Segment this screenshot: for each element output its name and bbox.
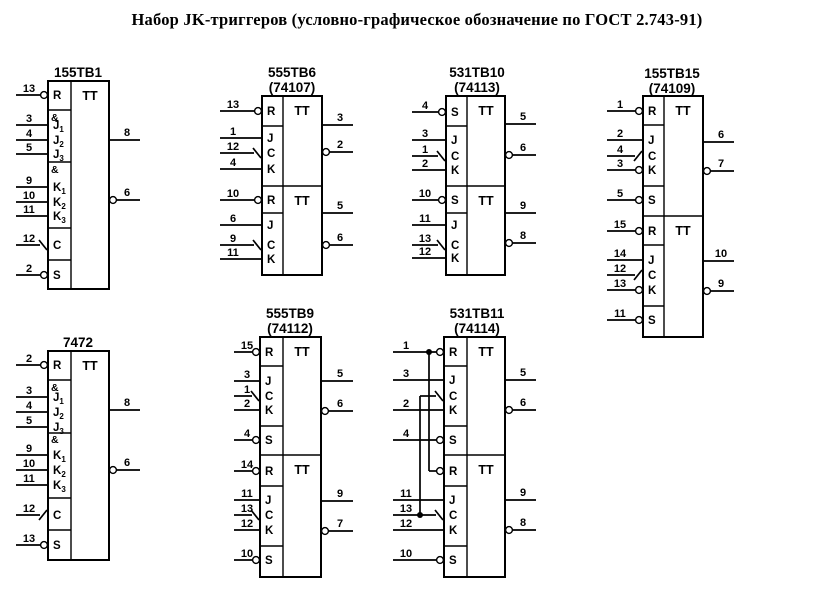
pin-number: 7 [336, 518, 344, 530]
input-label: S [648, 195, 656, 207]
pin-number: 10 [418, 188, 432, 200]
chip-title: 7472 [62, 335, 94, 350]
input-label: $J_2$ [53, 407, 64, 421]
input-label: S [648, 315, 656, 327]
pin-number: 9 [519, 487, 527, 499]
input-label: C [648, 270, 657, 282]
inversion-circle [437, 557, 444, 564]
pin-number: 6 [519, 142, 527, 154]
pin-number: 11 [419, 213, 431, 225]
input-label: S [53, 540, 61, 552]
inversion-circle [255, 108, 262, 115]
pin-number: 3 [421, 128, 429, 140]
pin-number: 3 [25, 113, 33, 125]
chip-alias: (74109) [648, 81, 696, 96]
inversion-circle [253, 437, 260, 444]
pin-number: 11 [400, 488, 412, 500]
pin-number: 2 [336, 139, 344, 151]
pin-number: 12 [399, 518, 413, 530]
dynamic-edge-mark [39, 510, 47, 520]
pin-number: 5 [336, 200, 344, 212]
inversion-circle [322, 408, 329, 415]
inversion-circle [506, 240, 513, 247]
pin-number: 10 [226, 188, 240, 200]
chip-title: 531ТВ10 [449, 65, 505, 80]
input-label: $J_1$ [53, 392, 64, 406]
trigger-symbol: TT [294, 463, 310, 477]
chip-155tv1 [16, 65, 140, 289]
inversion-circle [253, 557, 260, 564]
input-label: C [648, 151, 657, 163]
input-label: J [648, 255, 655, 267]
input-label: J [267, 220, 274, 232]
trigger-symbol: TT [478, 104, 494, 118]
inversion-circle [439, 197, 446, 204]
input-label: R [265, 347, 274, 359]
pin-number: 9 [25, 443, 33, 455]
input-label: K [451, 165, 460, 177]
pin-number: 12 [22, 233, 36, 245]
pin-number: 2 [25, 263, 33, 275]
input-label: C [267, 240, 276, 252]
and-symbol: & [51, 434, 59, 446]
inversion-circle [253, 349, 260, 356]
pin-number: 6 [229, 213, 237, 225]
pin-number: 14 [240, 459, 254, 471]
input-label: S [265, 435, 273, 447]
input-label: C [265, 510, 274, 522]
pin-number: 2 [421, 158, 429, 170]
pin-number: 8 [123, 127, 131, 139]
trigger-symbol: TT [478, 463, 494, 477]
dynamic-edge-mark [39, 240, 47, 250]
dynamic-edge-mark [435, 510, 443, 520]
pin-number: 11 [241, 488, 253, 500]
input-label: S [451, 195, 459, 207]
pin-number: 3 [25, 385, 33, 397]
input-label: R [53, 90, 62, 102]
inversion-circle [437, 437, 444, 444]
input-label: $K_1$ [53, 450, 66, 464]
pin-number: 13 [226, 99, 240, 111]
chip-7472 [16, 335, 140, 560]
and-symbol: & [51, 112, 59, 124]
pin-number: 10 [399, 548, 413, 560]
pin-number: 4 [616, 144, 624, 156]
input-label: $J_1$ [53, 120, 64, 134]
trigger-symbol: TT [82, 89, 98, 103]
input-label: J [451, 135, 458, 147]
pin-number: 8 [123, 397, 131, 409]
pin-number: 5 [519, 367, 527, 379]
input-label: C [449, 510, 458, 522]
dynamic-edge-mark [435, 391, 443, 401]
trigger-symbol: TT [294, 194, 310, 208]
chip-title: 555ТВ9 [265, 306, 315, 321]
pin-number: 12 [418, 246, 432, 258]
input-label: R [267, 195, 276, 207]
input-label: K [267, 164, 276, 176]
chip-531tv11 [393, 306, 536, 577]
pin-number: 9 [25, 175, 33, 187]
trigger-symbol: TT [82, 359, 98, 373]
input-label: S [449, 555, 457, 567]
dynamic-edge-mark [437, 151, 445, 161]
chip-alias: (74107) [268, 80, 316, 95]
pin-number: 7 [717, 158, 725, 170]
inversion-circle [253, 468, 260, 475]
input-label: K [267, 254, 276, 266]
pin-number: 1 [402, 340, 410, 352]
inversion-circle [636, 108, 643, 115]
pin-number: 13 [22, 533, 36, 545]
inversion-circle [322, 528, 329, 535]
chip-title: 531ТВ11 [449, 306, 505, 321]
and-symbol: & [51, 382, 59, 394]
input-label: C [449, 391, 458, 403]
pin-number: 11 [23, 473, 35, 485]
pin-number: 3 [336, 112, 344, 124]
pin-number: 15 [613, 219, 627, 231]
input-label: J [449, 495, 456, 507]
inversion-circle [110, 197, 117, 204]
junction-dot [426, 349, 432, 355]
dynamic-edge-mark [251, 391, 259, 401]
junction-dot [417, 512, 423, 518]
input-label: K [648, 285, 657, 297]
pin-number: 4 [25, 128, 33, 140]
input-label: J [265, 495, 272, 507]
input-label: R [267, 106, 276, 118]
chip-alias: (74113) [454, 80, 500, 95]
pin-number: 4 [243, 428, 251, 440]
input-label: K [648, 165, 657, 177]
pin-number: 1 [243, 384, 251, 396]
inversion-circle [506, 152, 513, 159]
inversion-circle [41, 362, 48, 369]
input-label: $J_3$ [53, 422, 64, 436]
input-label: R [265, 466, 274, 478]
chip-title: 155ТВ1 [53, 65, 103, 80]
input-label: R [449, 347, 458, 359]
pin-number: 10 [714, 248, 728, 260]
inversion-circle [636, 287, 643, 294]
dynamic-edge-mark [253, 240, 261, 250]
input-label: K [449, 525, 458, 537]
trigger-symbol: TT [675, 224, 691, 238]
trigger-symbol: TT [294, 345, 310, 359]
pin-number: 2 [243, 398, 251, 410]
input-label: K [451, 253, 460, 265]
pin-number: 5 [616, 188, 624, 200]
pin-number: 9 [336, 488, 344, 500]
pin-number: 2 [402, 398, 410, 410]
input-label: S [265, 555, 273, 567]
pin-number: 4 [421, 100, 429, 112]
input-label: C [53, 240, 62, 252]
input-label: R [648, 226, 657, 238]
input-label: $K_2$ [53, 197, 66, 211]
pin-number: 12 [226, 141, 240, 153]
inversion-circle [439, 109, 446, 116]
inversion-circle [323, 242, 330, 249]
input-label: C [53, 510, 62, 522]
inversion-circle [41, 92, 48, 99]
chip-title: 555ТВ6 [267, 65, 317, 80]
pin-number: 12 [613, 263, 627, 275]
input-label: C [451, 240, 460, 252]
pin-number: 3 [616, 158, 624, 170]
pin-number: 5 [25, 415, 33, 427]
pin-number: 9 [519, 200, 527, 212]
pin-number: 15 [240, 340, 254, 352]
pin-number: 14 [613, 248, 627, 260]
pin-number: 13 [613, 278, 627, 290]
inversion-circle [110, 467, 117, 474]
pin-number: 6 [336, 232, 344, 244]
inversion-circle [506, 527, 513, 534]
input-label: $K_1$ [53, 182, 66, 196]
pin-number: 8 [519, 517, 527, 529]
chip-155tv15 [607, 66, 734, 337]
pin-number: 12 [22, 503, 36, 515]
input-label: R [648, 106, 657, 118]
input-label: J [648, 135, 655, 147]
chip-alias: (74114) [454, 321, 500, 336]
dynamic-edge-mark [253, 148, 261, 158]
and-symbol: & [51, 164, 59, 176]
pin-number: 4 [229, 157, 237, 169]
chip-555tv6 [220, 65, 353, 275]
pin-number: 13 [399, 503, 413, 515]
chip-body [260, 337, 321, 577]
pin-number: 3 [402, 368, 410, 380]
chip-alias: (74112) [267, 321, 313, 336]
pin-number: 5 [336, 368, 344, 380]
pin-number: 13 [418, 233, 432, 245]
pin-number: 1 [229, 126, 237, 138]
pin-number: 2 [616, 128, 624, 140]
input-label: $K_3$ [53, 211, 66, 225]
input-label: $J_2$ [53, 135, 64, 149]
input-label: C [451, 151, 460, 163]
trigger-symbol: TT [478, 194, 494, 208]
inversion-circle [506, 407, 513, 414]
pin-number: 5 [519, 111, 527, 123]
input-label: J [449, 375, 456, 387]
inversion-circle [636, 197, 643, 204]
dynamic-edge-mark [634, 270, 642, 280]
input-label: C [267, 148, 276, 160]
pin-number: 6 [717, 129, 725, 141]
pin-number: 6 [123, 457, 131, 469]
pin-number: 1 [616, 99, 624, 111]
inversion-circle [636, 317, 643, 324]
pin-number: 1 [421, 144, 429, 156]
inversion-circle [437, 349, 444, 356]
pin-number: 9 [229, 233, 237, 245]
chip-body [444, 337, 505, 577]
input-label: $J_3$ [53, 149, 64, 163]
input-label: K [265, 405, 274, 417]
input-label: J [265, 376, 272, 388]
inversion-circle [636, 228, 643, 235]
inversion-circle [323, 149, 330, 156]
pin-number: 8 [519, 230, 527, 242]
inversion-circle [636, 167, 643, 174]
input-label: K [449, 405, 458, 417]
inversion-circle [704, 168, 711, 175]
pin-number: 2 [25, 353, 33, 365]
pin-number: 11 [227, 247, 239, 259]
input-label: S [449, 435, 457, 447]
inversion-circle [437, 468, 444, 475]
pin-number: 3 [243, 369, 251, 381]
inversion-circle [255, 197, 262, 204]
dynamic-edge-mark [437, 240, 445, 250]
pin-number: 6 [336, 398, 344, 410]
input-label: S [53, 270, 61, 282]
pin-number: 10 [22, 190, 36, 202]
input-label: J [267, 133, 274, 145]
pin-number: 12 [240, 518, 254, 530]
pin-number: 6 [123, 187, 131, 199]
input-label: J [451, 220, 458, 232]
inversion-circle [41, 542, 48, 549]
chip-531tv10 [412, 65, 536, 275]
pin-number: 13 [22, 83, 36, 95]
pin-number: 10 [22, 458, 36, 470]
chip-title: 155ТВ15 [644, 66, 700, 81]
chip-555tv9 [234, 306, 353, 577]
dynamic-edge-mark [634, 151, 642, 161]
pin-number: 11 [23, 204, 35, 216]
trigger-symbol: TT [294, 104, 310, 118]
pin-number: 13 [240, 503, 254, 515]
pin-number: 5 [25, 142, 33, 154]
trigger-symbol: TT [478, 345, 494, 359]
pin-number: 6 [519, 397, 527, 409]
inversion-circle [41, 272, 48, 279]
input-label: C [265, 391, 274, 403]
input-label: $K_2$ [53, 465, 66, 479]
pin-number: 9 [717, 278, 725, 290]
pin-number: 11 [614, 308, 626, 320]
trigger-symbol: TT [675, 104, 691, 118]
input-label: R [53, 360, 62, 372]
input-label: S [451, 107, 459, 119]
input-label: $K_3$ [53, 480, 66, 494]
pin-number: 4 [402, 428, 410, 440]
pin-number: 10 [240, 548, 254, 560]
pin-number: 4 [25, 400, 33, 412]
page-title: Набор JK-триггеров (условно-графическое обозначение по ГОСТ 2.743-91) [131, 10, 703, 29]
inversion-circle [704, 288, 711, 295]
input-label: R [449, 466, 458, 478]
input-label: K [265, 525, 274, 537]
